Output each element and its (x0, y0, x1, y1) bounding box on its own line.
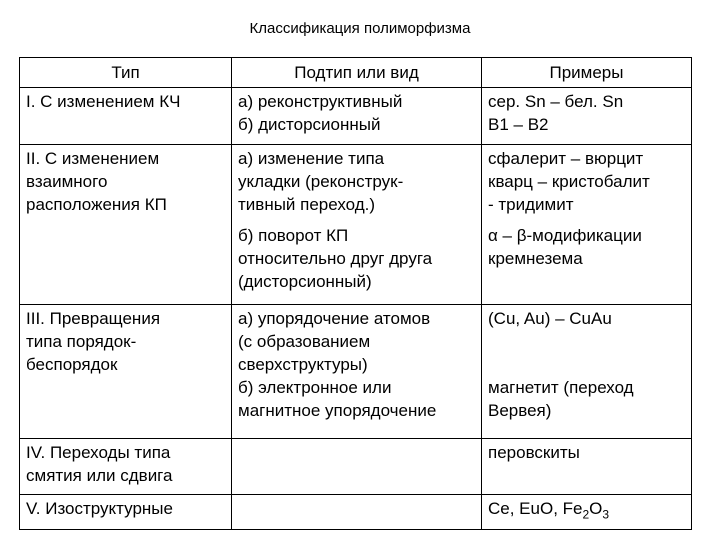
table-row (20, 495, 692, 530)
table-caption: Классификация полиморфизма (249, 20, 471, 37)
examples-cell (482, 495, 692, 530)
subtype-text: б) поворот КП (238, 226, 349, 245)
type-text: II. С изменением (26, 149, 160, 168)
subtype-text: (с образованием (238, 332, 371, 351)
header-type: Тип (20, 58, 232, 88)
examples-text: сфалерит – вюрцит (488, 149, 644, 168)
table-row (20, 439, 692, 495)
formula-subscript: 3 (602, 507, 610, 522)
examples-text: перовскиты (488, 443, 580, 462)
examples-text: магнетит (переход (488, 378, 634, 397)
subtype-text: магнитное упорядочение (238, 401, 437, 420)
subtype-text: относительно друг друга (238, 249, 433, 268)
type-cell (20, 439, 232, 495)
table-row (20, 88, 692, 145)
subtype-cell (232, 439, 482, 495)
formula-text (488, 497, 685, 526)
examples-text: кремнезема (488, 249, 583, 268)
type-text: расположения КП (26, 195, 167, 214)
header-examples: Примеры (482, 58, 692, 88)
subtype-text: б) дисторсионный (238, 115, 381, 134)
type-text: III. Превращения (26, 309, 161, 328)
subtype-cell (232, 495, 482, 530)
subtype-text: тивный переход.) (238, 195, 376, 214)
examples-text: (Cu, Au) – CuAu (488, 309, 612, 328)
type-text: беспорядок (26, 355, 118, 374)
type-text: типа порядок- (26, 332, 137, 351)
formula-subscript: 2 (582, 507, 590, 522)
formula-part: Ce, EuO, Fe (488, 499, 583, 518)
examples-text: Вервея) (488, 401, 552, 420)
type-text: взаимного (26, 172, 108, 191)
subtype-cell (232, 88, 482, 145)
type-text: смятия или сдвига (26, 466, 173, 485)
subtype-text: (дисторсионный) (238, 272, 372, 291)
subtype-text: сверхструктуры) (238, 355, 368, 374)
table-row (20, 145, 692, 305)
subtype-cell (232, 145, 482, 305)
subtype-text: а) изменение типа (238, 149, 385, 168)
polymorphism-table (19, 57, 692, 530)
type-cell (20, 145, 232, 305)
table-row (20, 305, 692, 439)
examples-cell (482, 88, 692, 145)
type-cell (20, 495, 232, 530)
header-row (20, 58, 692, 88)
subtype-text: б) электронное или (238, 378, 392, 397)
examples-text: α – β-модификации (488, 226, 642, 245)
examples-text: B1 – B2 (488, 115, 549, 134)
type-text: IV. Переходы типа (26, 443, 171, 462)
type-cell (20, 305, 232, 439)
examples-text: сер. Sn – бел. Sn (488, 92, 624, 111)
examples-cell (482, 305, 692, 439)
examples-text: кварц – кристобалит (488, 172, 650, 191)
examples-text: - тридимит (488, 195, 574, 214)
subtype-cell (232, 305, 482, 439)
subtype-text: а) упорядочение атомов (238, 309, 431, 328)
header-subtype: Подтип или вид (232, 58, 482, 88)
subtype-text: а) реконструктивный (238, 92, 403, 111)
type-cell (20, 88, 232, 145)
examples-cell (482, 439, 692, 495)
formula-part: O (589, 499, 603, 518)
subtype-text: укладки (реконструк- (238, 172, 404, 191)
type-text: I. С изменением КЧ (26, 92, 181, 111)
examples-cell (482, 145, 692, 305)
type-text: V. Изоструктурные (26, 499, 173, 518)
